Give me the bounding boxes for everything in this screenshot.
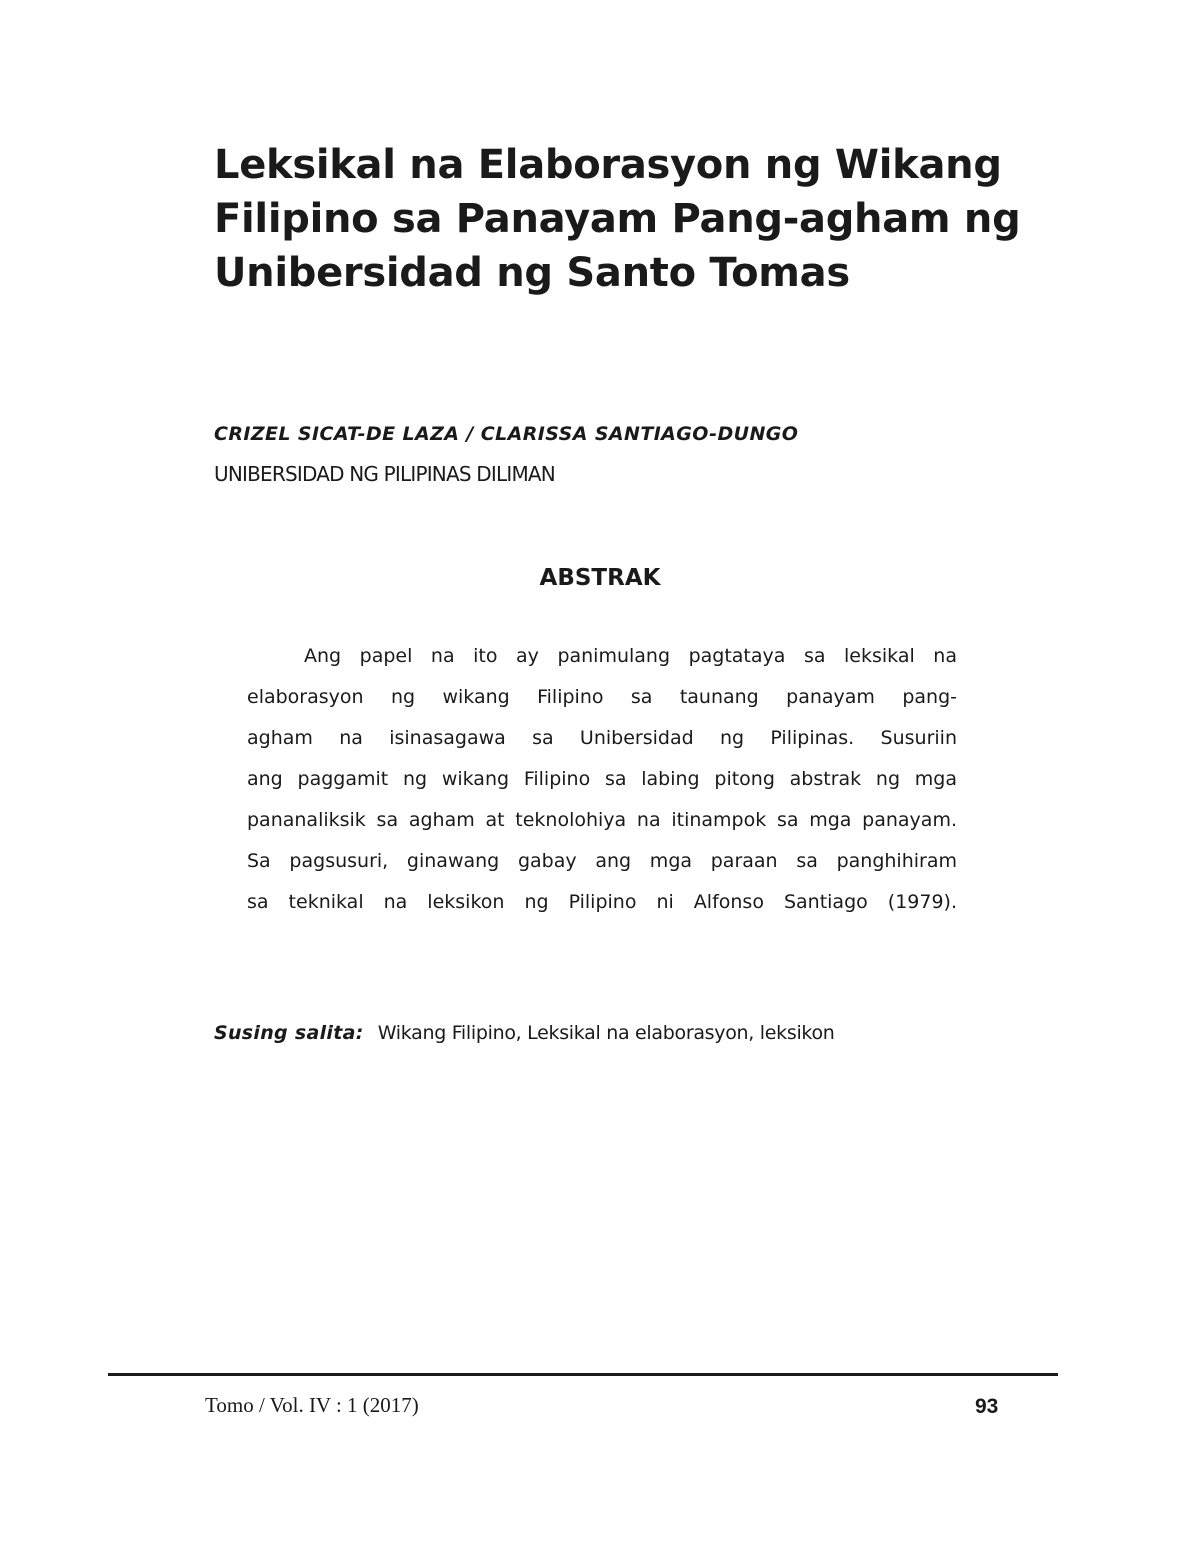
- article-title-line: Leksikal na Elaborasyon ng Wikang: [214, 142, 1002, 188]
- abstract-line: ang paggamit ng wikang Filipino sa labing pitong abstrak ng mga: [247, 768, 957, 790]
- abstract-line: sa teknikal na leksikon ng Pilipino ni Alfonso Santiago (1979).: [247, 891, 957, 913]
- page-number: 93: [975, 1395, 999, 1418]
- author-affiliation: UNIBERSIDAD NG PILIPINAS DILIMAN: [214, 462, 555, 486]
- abstract-body: [247, 636, 957, 923]
- journal-volume: Tomo / Vol. IV : 1 (2017): [205, 1393, 419, 1417]
- footer-divider: [108, 1373, 1058, 1376]
- abstract-line: elaborasyon ng wikang Filipino sa taunang panayam pang-: [247, 686, 957, 708]
- abstract-line: pananaliksik sa agham at teknolohiya na itinampok sa mga panayam.: [247, 809, 957, 831]
- article-title-line: Filipino sa Panayam Pang-agham ng: [214, 196, 1021, 242]
- article-title-line: Unibersidad ng Santo Tomas: [214, 250, 850, 296]
- article-title: [214, 138, 1021, 300]
- author-names: CRIZEL SICAT-DE LAZA / CLARISSA SANTIAGO-DUNGO: [214, 423, 799, 445]
- keywords-label: Susing salita:: [214, 1022, 364, 1044]
- abstract-line: Sa pagsusuri, ginawang gabay ang mga paraan sa panghihiram: [247, 850, 957, 872]
- abstract-line: Ang papel na ito ay panimulang pagtataya sa leksikal na: [304, 645, 957, 667]
- keywords: [214, 1022, 835, 1044]
- abstract-heading: ABSTRAK: [539, 565, 661, 591]
- abstract-line: agham na isinasagawa sa Unibersidad ng Pilipinas. Susuriin: [247, 727, 957, 749]
- keywords-text: Wikang Filipino, Leksikal na elaborasyon, leksikon: [377, 1022, 835, 1044]
